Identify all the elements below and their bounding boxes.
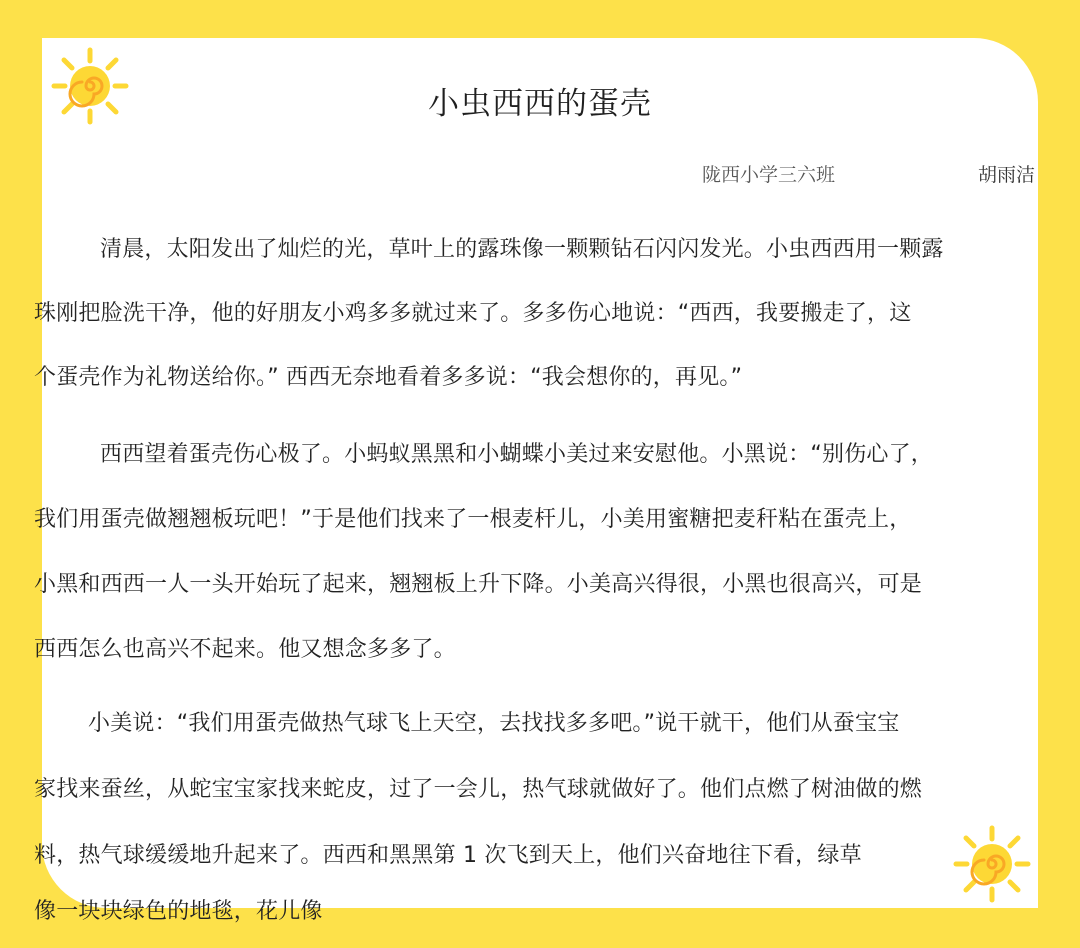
paragraph-line: 珠刚把脸洗干净，他的好朋友小鸡多多就过来了。多多伤心地说：“西西，我要搬走了，这 bbox=[34, 301, 912, 326]
school-name: 陇西小学三六班 bbox=[702, 164, 836, 186]
page-title: 小虫西西的蛋壳 bbox=[428, 86, 652, 122]
paragraph-line: 料，热气球缓缓地升起来了。西西和黑黑第 1 次飞到天上，他们兴奋地往下看，绿草 bbox=[34, 843, 862, 868]
paragraph-line: 家找来蚕丝，从蛇宝宝家找来蛇皮，过了一会儿，热气球就做好了。他们点燃了树油做的燃 bbox=[34, 777, 923, 802]
paragraph-line: 西西怎么也高兴不起来。他又想念多多了。 bbox=[34, 637, 456, 662]
paragraph-line: 西西望着蛋壳伤心极了。小蚂蚁黑黑和小蝴蝶小美过来安慰他。小黑说：“别伤心了， bbox=[100, 442, 934, 467]
paragraph-line: 我们用蛋壳做翘翘板玩吧！”于是他们找来了一根麦杆儿，小美用蜜糖把麦秆粘在蛋壳上， bbox=[34, 507, 912, 532]
author-name: 胡雨洁 bbox=[978, 164, 1036, 186]
document-body bbox=[34, 0, 1038, 924]
paragraph-line: 清晨，太阳发出了灿烂的光，草叶上的露珠像一颗颗钻石闪闪发光。小虫西西用一颗露 bbox=[100, 237, 944, 262]
paragraph-line: 个蛋壳作为礼物送给你。” 西西无奈地看着多多说：“我会想你的，再见。” bbox=[34, 365, 743, 390]
paragraph-line: 小黑和西西一人一头开始玩了起来，翘翘板上升下降。小美高兴得很，小黑也很高兴，可是 bbox=[34, 572, 923, 597]
paragraph-line: 小美说：“我们用蛋壳做热气球飞上天空，去找找多多吧。”说干就干，他们从蚕宝宝 bbox=[88, 711, 900, 736]
paragraph-line: 像一块块绿色的地毯，花儿像 bbox=[34, 899, 323, 924]
